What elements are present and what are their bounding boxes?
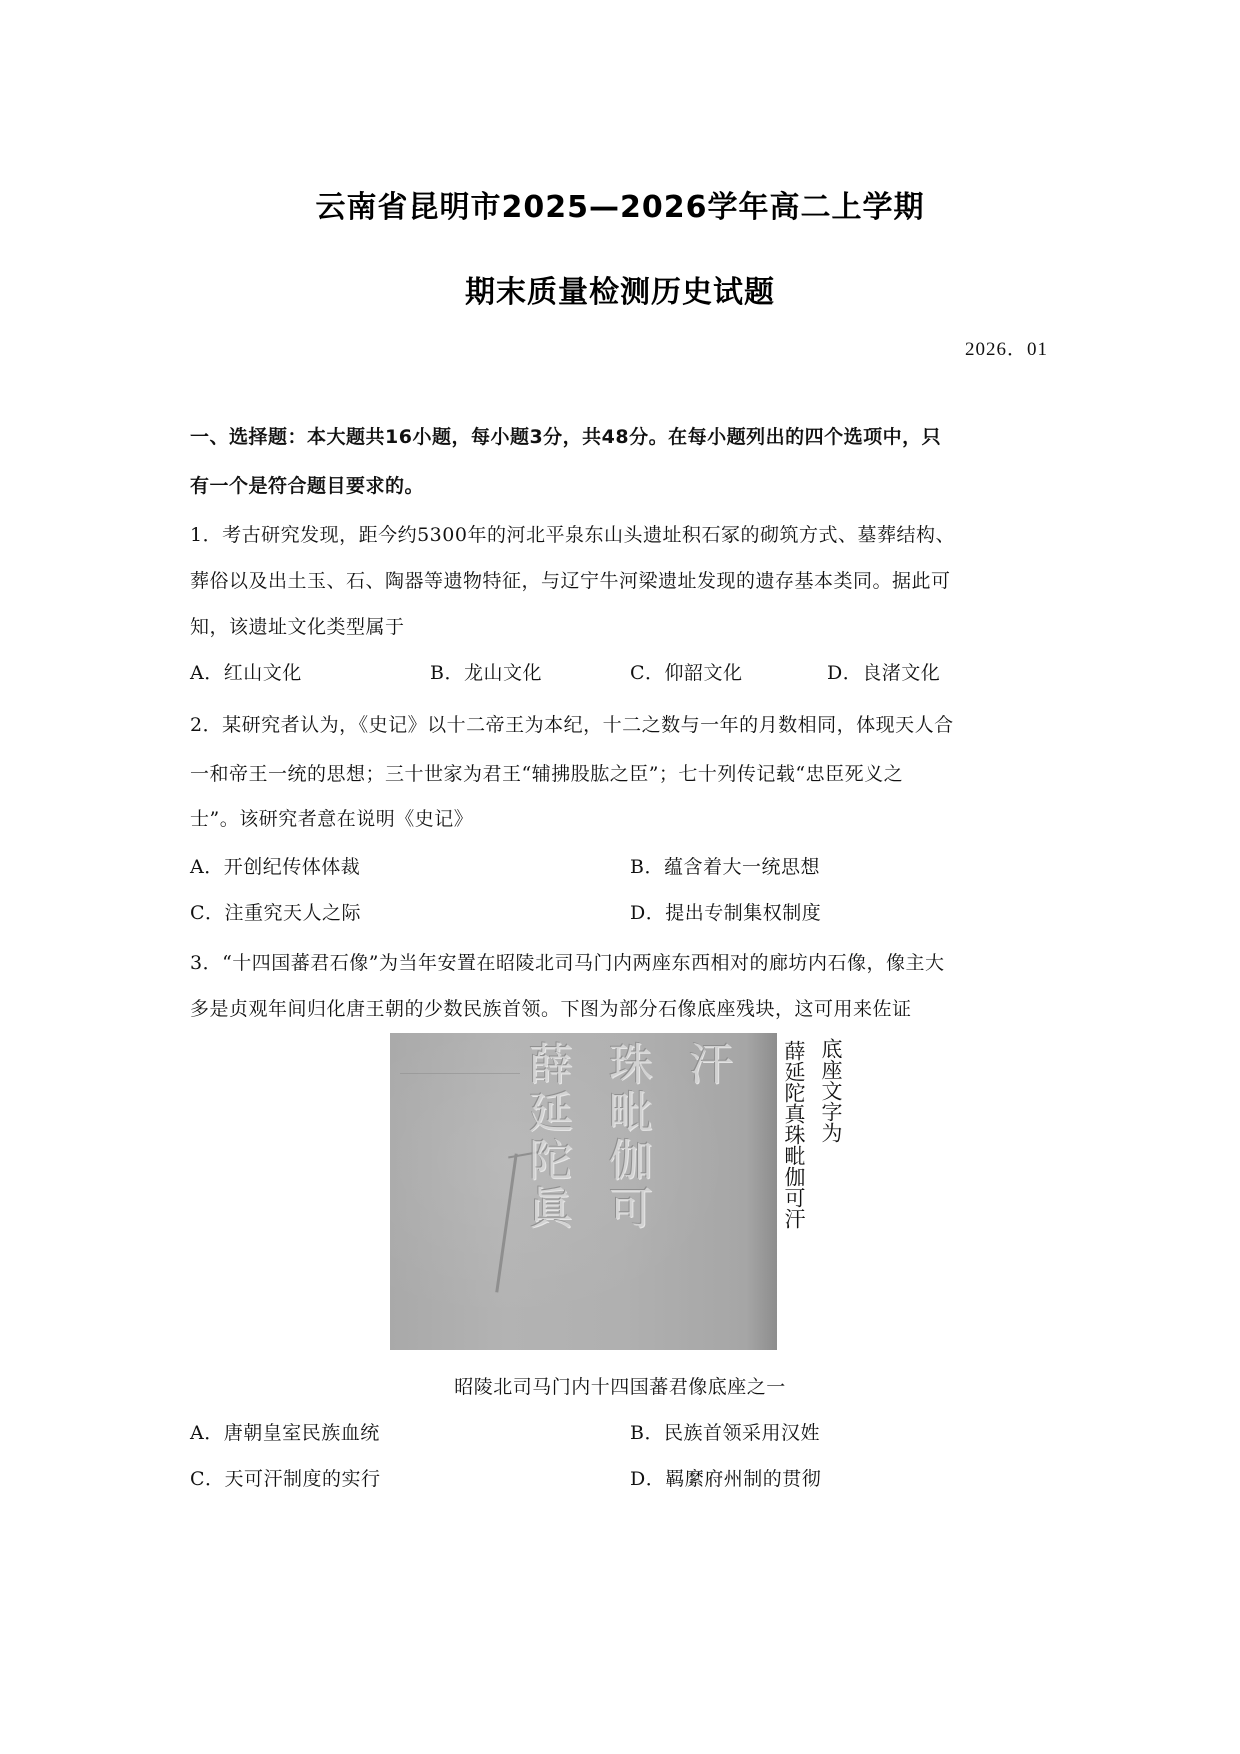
question-1-option-d: D．良渚文化 xyxy=(827,662,941,684)
question-2-stem-line-3: 士”。该研究者意在说明《史记》 xyxy=(190,808,474,830)
section-heading-line-1: 一、选择题：本大题共16小题，每小题3分，共48分。在每小题列出的四个选项中，只 xyxy=(190,426,942,448)
question-2-stem-line-2: 一和帝王一统的思想；三十世家为君王“辅拂股肱之臣”；七十列传记载“忠臣死义之 xyxy=(190,763,904,785)
document-title-line-2: 期末质量检测历史试题 xyxy=(465,275,775,310)
exam-date: 2026．01 xyxy=(964,339,1048,360)
question-2-stem-line-1: 2．某研究者认为，《史记》以十二帝王为本纪，十二之数与一年的月数相同，体现天人合 xyxy=(190,714,954,736)
figure-side-note-label: 底座文字为 xyxy=(819,1038,843,1143)
question-3-option-a: A．唐朝皇室民族血统 xyxy=(190,1422,380,1444)
question-2-option-b: B．蕴含着大一统思想 xyxy=(630,856,820,878)
question-3-stem-line-1: 3．“十四国蕃君石像”为当年安置在昭陵北司马门内两座东西相对的廊坊内石像，像主大 xyxy=(190,952,945,974)
question-1-option-a: A．红山文化 xyxy=(190,662,302,684)
question-1-option-c: C．仰韶文化 xyxy=(630,662,743,684)
question-3-option-d: D．羁縻府州制的贯彻 xyxy=(630,1468,822,1490)
inscription-column-2: 珠毗伽可 xyxy=(601,1041,652,1233)
question-2-option-d: D．提出专制集权制度 xyxy=(630,902,822,924)
question-1-stem-line-3: 知，该遗址文化类型属于 xyxy=(190,616,405,638)
photo-crack xyxy=(495,1153,517,1292)
question-2-option-a: A．开创纪传体体裁 xyxy=(190,856,361,878)
inscription-column-3: 薛延陀眞 xyxy=(521,1041,572,1233)
stone-pedestal-photo xyxy=(390,1033,777,1350)
inscription-column-1: 汗 xyxy=(681,1041,732,1089)
figure-caption: 昭陵北司马门内十四国蕃君像底座之一 xyxy=(454,1376,786,1398)
question-3-stem-line-2: 多是贞观年间归化唐王朝的少数民族首领。下图为部分石像底座残块，这可用来佐证 xyxy=(190,998,912,1020)
document-title-line-1: 云南省昆明市2025—2026学年高二上学期 xyxy=(315,190,925,225)
question-2-option-c: C．注重究天人之际 xyxy=(190,902,362,924)
question-1-option-b: B．龙山文化 xyxy=(430,662,542,684)
figure-side-note-inscription: 薛延陀真珠毗伽可汗 xyxy=(782,1040,806,1229)
question-3-option-b: B．民族首领采用汉姓 xyxy=(630,1422,820,1444)
question-1-stem-line-2: 葬俗以及出土玉、石、陶器等遗物特征，与辽宁牛河梁遗址发现的遗存基本类同。据此可 xyxy=(190,570,951,592)
section-heading-line-2: 有一个是符合题目要求的。 xyxy=(190,475,425,497)
photo-crack xyxy=(400,1073,520,1074)
question-3-option-c: C．天可汗制度的实行 xyxy=(190,1468,381,1490)
question-1-stem-line-1: 1．考古研究发现，距今约5300年的河北平泉东山头遗址积石冢的砌筑方式、墓葬结构、 xyxy=(190,524,955,546)
